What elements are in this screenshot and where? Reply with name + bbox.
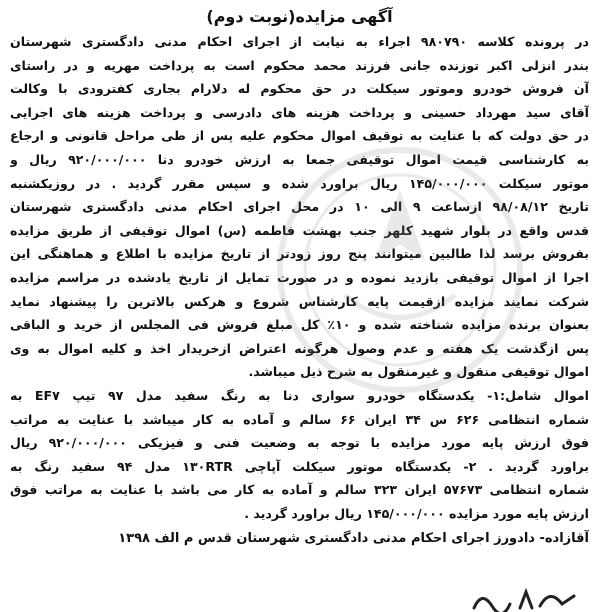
notice-title: آگهی مزایده(نوبت دوم) [206,7,393,26]
body-line: براورد گردید . ۲- یکدستگاه موتور سیکلت آپاچی ۱۳۰RTR مدل ۹۴ سفید رنگ به [10,458,589,474]
body-line: بعنوان برنده مزایده شناخته شده و ۱۰٪ کل مبلغ فروش فی المجلس از خرید و الباقی [10,317,589,333]
body-line: آقای سید مهرداد حسینی و پرداخت هزینه های دادرسی و پرداخت هزینه های اجرایی [10,104,589,120]
body-line: اموال شامل:۱- یکدستگاه خودرو سواری دنا به رنگ سفید مدل ۹۷ تیپ EF۷ به [10,387,589,403]
body-line: بندر انزلی اکبر توزنده جانی فرزند محمد محکوم است به پرداخت مهریه و در راستای [10,57,589,73]
body-line: فوق ارزش پایه مورد مزایده با توجه به وضعیت فنی و فیزیکی ۹۲۰/۰۰۰/۰۰۰ ریال [10,435,589,451]
body-line: تاریخ ۹۸/۰۸/۱۲ ازساعت ۹ الی ۱۰ در محل اجرای احکام مدنی دادگستری شهرستان [10,199,589,215]
notice-body [10,30,589,525]
body-line: اجرا از اموال توقیفی بازدید نموده و در صورت تمایل از تاریخ یادشده در مراسم مزایده [10,269,589,285]
body-line: در پرونده کلاسه ۹۸۰۷۹۰ اجراء به نیابت از اجرای احکام مدنی دادگستری شهرستان [10,34,589,49]
body-line: پس ازگذشت یک هفته و عدم وصول هرگونه اعتراض ازخریدار اخذ و کلیه اموال به وی [10,340,589,356]
handwritten-mark-icon [470,586,580,612]
body-line: شرکت نمایند مزایده ازقیمت پایه کارشناس شروع و هرکس بالاترین را پیشنهاد نماید [10,293,589,309]
body-line: قدس واقع در بلوار شهید کلهر جنب بهشت فاطمه (س) اموال توقیفی از طریق مزایده [10,222,589,238]
body-line: در حق دولت که با عنایت به توقیف اموال محکوم علیه پس از طی مراحل قانونی و ارجاع [10,128,589,144]
body-line: ارزش پایه مورد مزایده ۱۴۵/۰۰۰/۰۰۰ ریال براورد گردید . [244,505,589,521]
body-line: شماره انتظامی ۵۷۶۷۳ ایران ۳۲۳ سالم و آماده به کار می باشد با عنایت به مراتب فوق [10,482,589,498]
body-line: شماره انتظامی ۶۲۶ س ۳۴ ایران ۶۶ سالم و آماده به کار میباشد با عنایت به مراتب [10,411,589,427]
body-line: موتور سیکلت ۱۴۵/۰۰۰/۰۰۰ ریال براورد شده و سپس مقرر گردید . در روزیکشنبه [10,175,589,191]
body-line: اموال توقیفی منقول و غیرمنقول به شرح ذیل میباشد. [248,364,589,380]
body-line: بفروش برسد لذا طالبین میتوانند پنج روز زودتر از تاریخ مزایده با اطلاع و هماهنگی این [10,246,589,262]
body-line: به کارشناسی قیمت اموال توقیفی جمعا به ارزش خودرو دنا ۹۲۰/۰۰۰/۰۰۰ ریال و [10,151,589,167]
notice-signature: آقازاده- دادورز اجرای احکام مدنی دادگستری شهرستان قدس م الف ۱۳۹۸ [118,531,589,547]
body-line: آن فروش خودرو وموتور سیکلت در حق محکوم له دلارام بجاری کفترودی با وکالت [10,81,589,97]
